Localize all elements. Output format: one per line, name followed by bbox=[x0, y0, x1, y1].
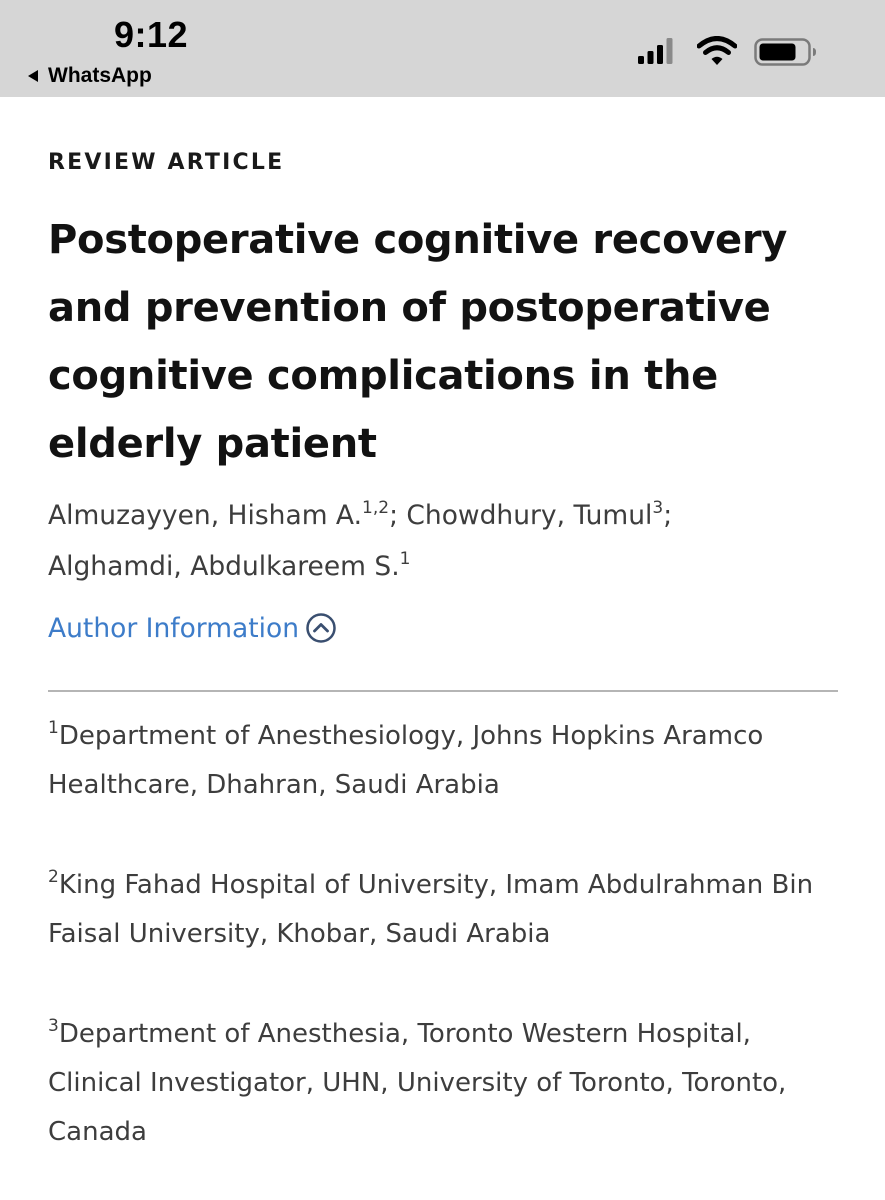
article-type-label: REVIEW ARTICLE bbox=[48, 150, 285, 175]
affiliation-text: King Fahad Hospital of University, Imam Abdulrahman Bin Faisal University, Khobar, Saudi Arabia bbox=[48, 870, 814, 949]
affiliation-item bbox=[48, 1010, 848, 1157]
affiliation-number: 2 bbox=[48, 867, 59, 887]
status-time: 9:12 bbox=[114, 14, 189, 55]
cellular-signal-icon bbox=[638, 38, 674, 64]
author-name[interactable]: Chowdhury, Tumul bbox=[406, 500, 653, 531]
author-name[interactable]: Almuzayyen, Hisham A. bbox=[48, 500, 363, 531]
author-name[interactable]: Alghamdi, Abdulkareem S. bbox=[48, 551, 400, 582]
affiliation-item bbox=[48, 861, 848, 959]
author-affiliation-sup: 1,2 bbox=[362, 498, 390, 518]
chevron-up-circle-icon bbox=[305, 612, 337, 644]
affiliation-text: Department of Anesthesia, Toronto Western Hospital, Clinical Investigator, UHN, University of Toronto, Toronto, Canada bbox=[48, 1019, 787, 1147]
affiliation-number: 3 bbox=[48, 1016, 59, 1036]
author-information-label: Author Information bbox=[48, 612, 300, 644]
battery-icon bbox=[754, 38, 818, 66]
author-separator: ; bbox=[663, 500, 673, 531]
author-list bbox=[48, 490, 848, 592]
author-information-toggle[interactable] bbox=[48, 612, 337, 644]
section-divider bbox=[48, 690, 838, 692]
affiliation-text: Department of Anesthesiology, Johns Hopkins Aramco Healthcare, Dhahran, Saudi Arabia bbox=[48, 721, 764, 800]
wifi-icon bbox=[697, 36, 737, 66]
author-affiliation-sup: 3 bbox=[652, 498, 664, 518]
back-to-app-button[interactable] bbox=[26, 64, 152, 88]
article-title: Postoperative cognitive recovery and prevention of postoperative cognitive complications in the elderly patient bbox=[48, 217, 788, 467]
affiliation-item bbox=[48, 712, 848, 810]
back-app-label: WhatsApp bbox=[48, 64, 152, 87]
author-separator: ; bbox=[389, 500, 407, 531]
chevron-left-triangle-icon bbox=[26, 68, 40, 84]
status-bar bbox=[0, 0, 885, 97]
affiliation-number: 1 bbox=[48, 718, 59, 738]
author-affiliation-sup: 1 bbox=[399, 549, 411, 569]
